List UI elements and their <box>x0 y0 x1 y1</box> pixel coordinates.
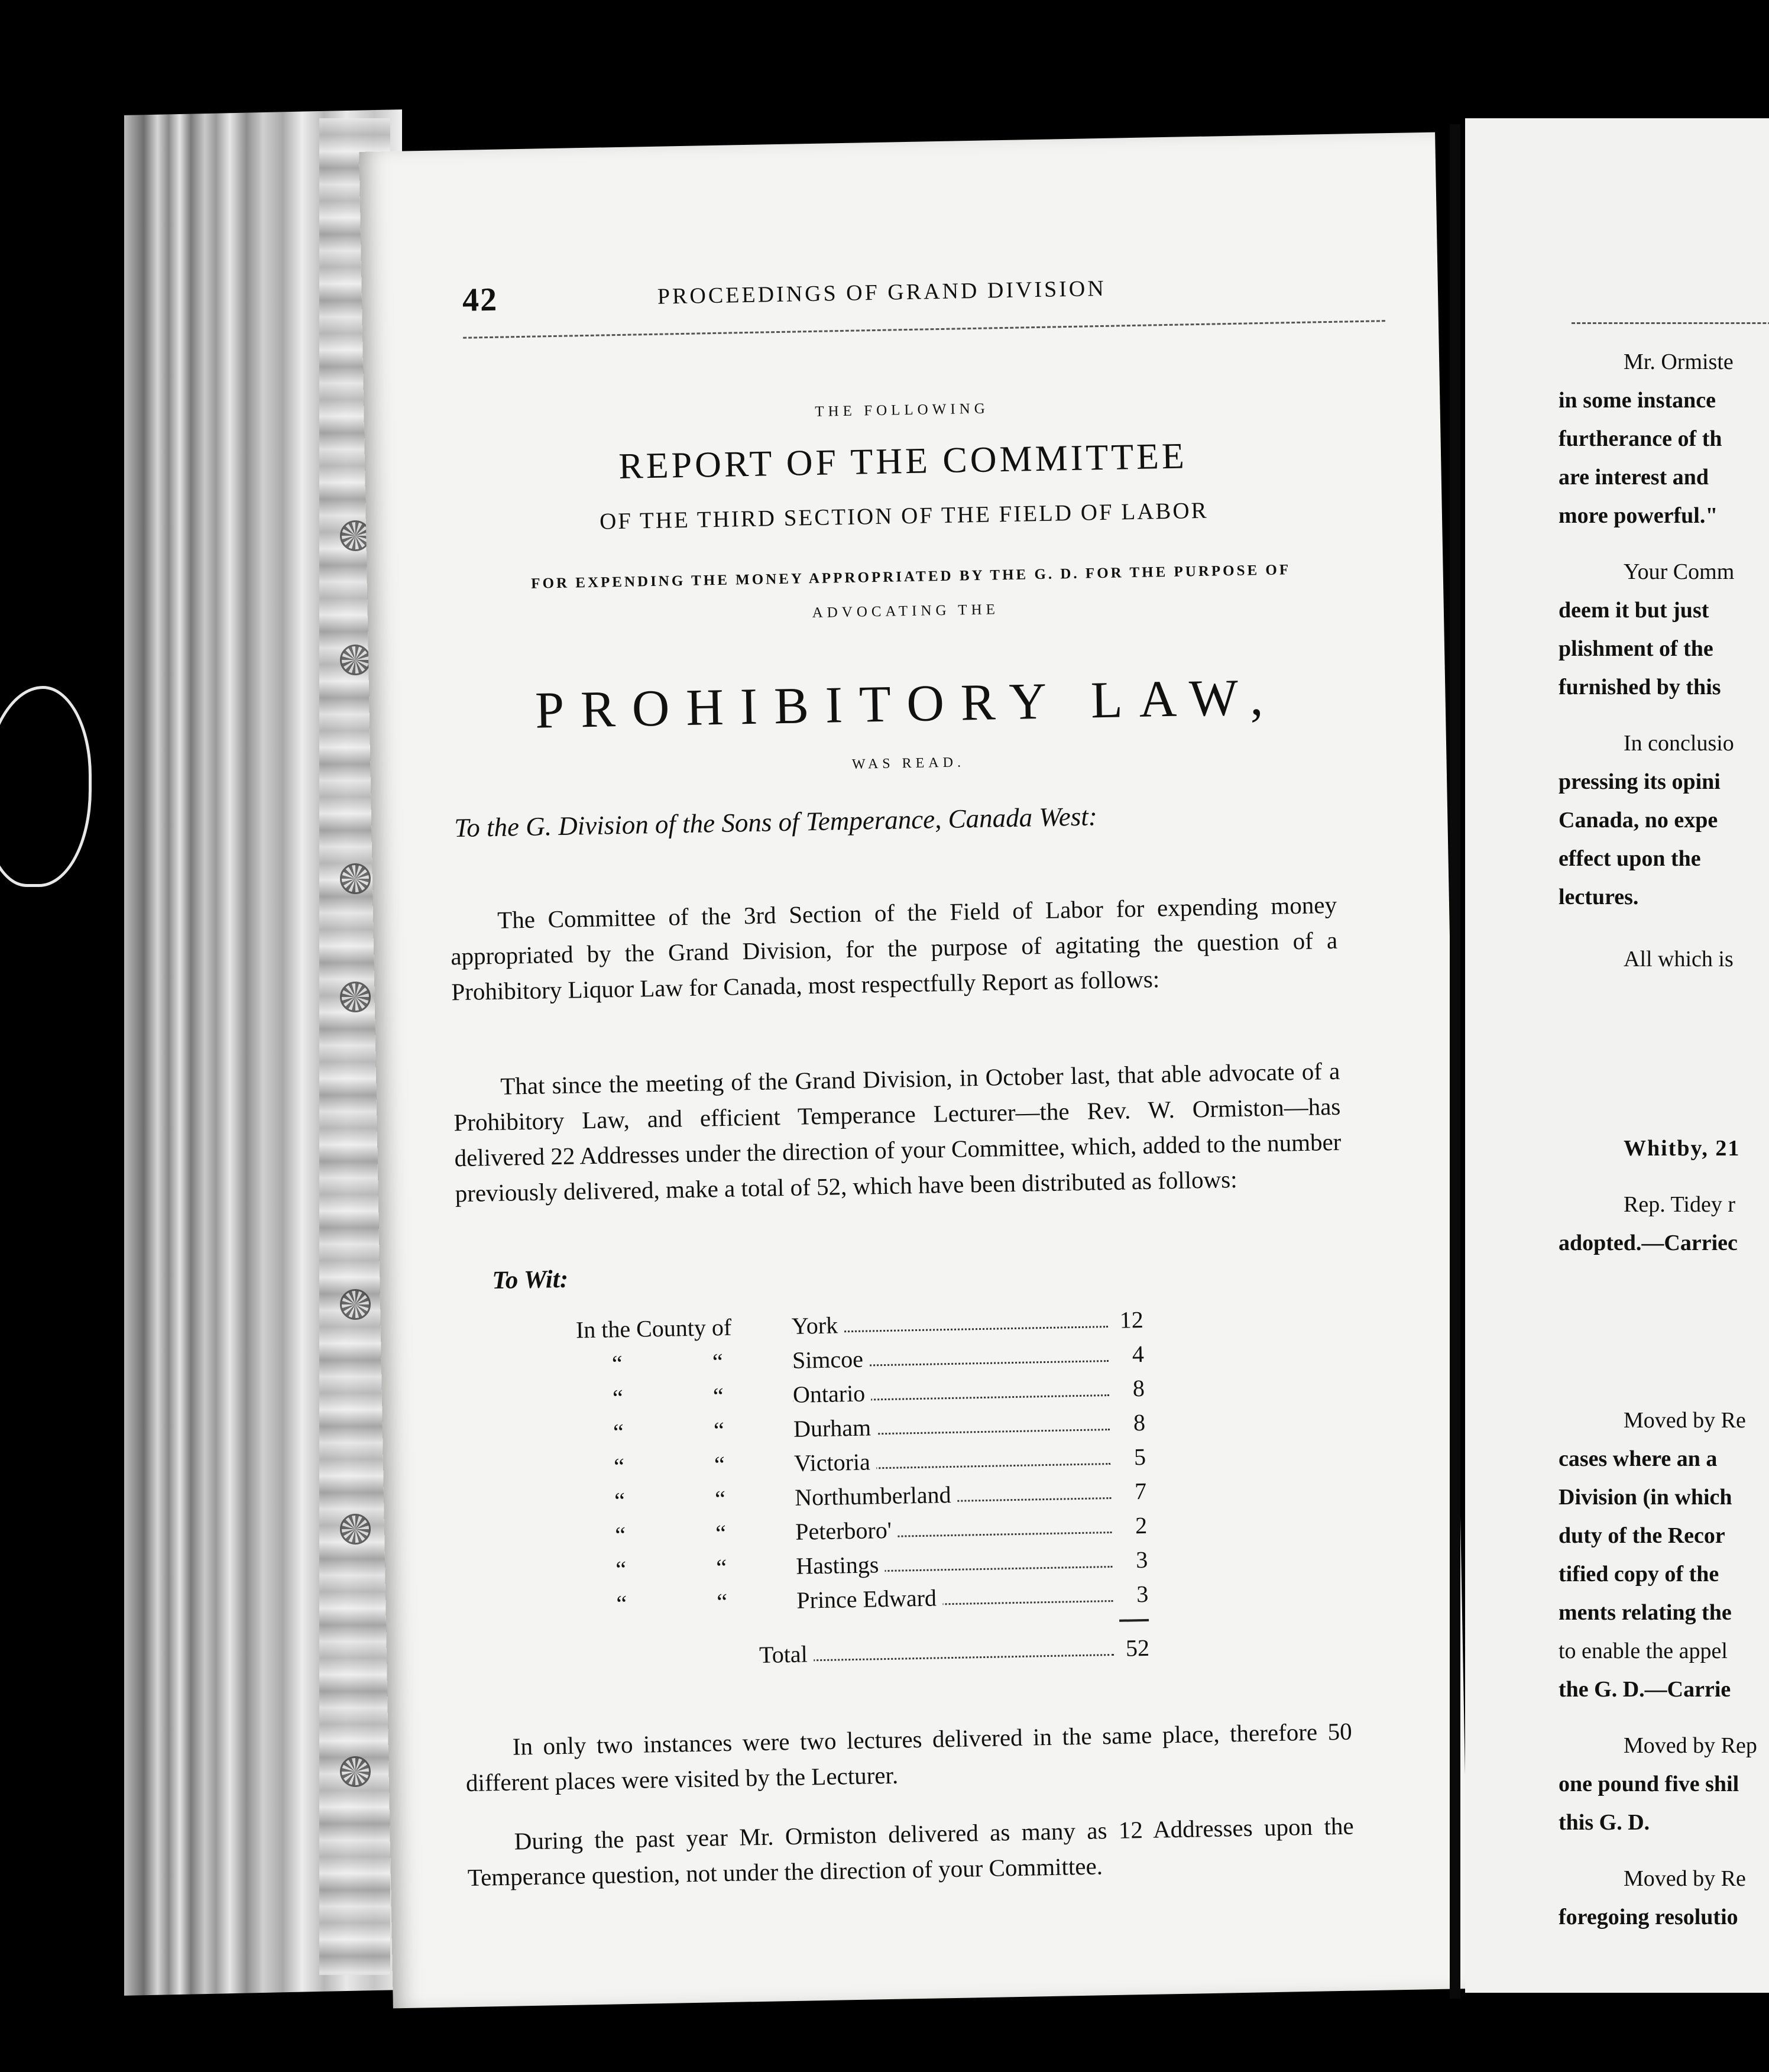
to-wit-label: To Wit: <box>491 1265 569 1295</box>
edge-ornament-icon <box>340 1289 371 1320</box>
county-count: 2 <box>1135 1511 1148 1539</box>
facing-text-line: cases where an a <box>1559 1446 1718 1471</box>
running-title: PROCEEDINGS OF GRAND DIVISION <box>657 276 1107 309</box>
report-title: REPORT OF THE COMMITTEE <box>618 436 1188 487</box>
county-name <box>793 1410 877 1446</box>
running-head <box>462 266 1308 329</box>
facing-text-line: Moved by Rep <box>1624 1733 1757 1758</box>
facing-text-line: Whitby, 21 <box>1624 1136 1741 1161</box>
facing-text-line: plishment of the <box>1559 636 1713 661</box>
county-name-text: Durham <box>793 1414 877 1442</box>
ditto-mark: “ <box>616 1590 627 1617</box>
county-name <box>792 1342 869 1377</box>
county-name-text: Northumberland <box>795 1481 957 1511</box>
county-prefix: In the County of <box>575 1313 732 1343</box>
county-name <box>795 1478 957 1515</box>
page-number: 42 <box>462 281 498 319</box>
facing-text-line: All which is <box>1624 947 1734 972</box>
law-title: PROHIBITORY LAW, <box>534 668 1280 740</box>
facing-text-line: adopted.—Carriec <box>1559 1231 1738 1255</box>
facing-text-line: Division (in which <box>1559 1485 1732 1510</box>
section-title: OF THE THIRD SECTION OF THE FIELD OF LABOR <box>599 497 1209 535</box>
ditto-mark: “ <box>715 1553 727 1581</box>
ditto-mark: “ <box>714 1485 726 1513</box>
ditto-mark: “ <box>612 1384 624 1411</box>
facing-text-line: ments relating the <box>1559 1600 1732 1625</box>
ditto-mark: “ <box>712 1383 724 1410</box>
was-read-line: WAS READ. <box>851 755 966 772</box>
ditto-mark: “ <box>613 1419 624 1446</box>
county-count: 3 <box>1135 1546 1148 1574</box>
facing-text-line: one pound five shil <box>1559 1772 1739 1796</box>
county-count: 8 <box>1132 1374 1145 1402</box>
county-count: 4 <box>1132 1340 1145 1368</box>
facing-text-line: Moved by Re <box>1624 1408 1746 1433</box>
edge-ornament-icon <box>340 1756 371 1787</box>
edge-ornament-icon <box>340 645 371 675</box>
facing-header-rule <box>1572 322 1769 324</box>
county-count: 3 <box>1136 1580 1149 1608</box>
total-row <box>582 1631 1150 1676</box>
binder-clip-outline <box>0 686 92 887</box>
facing-text-line: duty of the Recor <box>1559 1523 1725 1548</box>
intro-line: THE FOLLOWING <box>815 400 989 420</box>
facing-text-line: the G. D.—Carrie <box>1559 1677 1731 1702</box>
ditto-mark: “ <box>614 1487 626 1514</box>
facing-text-line: this G. D. <box>1559 1810 1650 1835</box>
facing-text-line: Mr. Ormiste <box>1624 349 1734 374</box>
salutation: To the G. Division of the Sons of Temperance, Canada West: <box>453 801 1098 843</box>
facing-text-line: deem it but just <box>1559 598 1709 623</box>
county-name <box>791 1308 844 1343</box>
paragraph-addresses-delivered: That since the meeting of the Grand Division, in October last, that able advocate of a Prohibitory Law, and efficient Temperance Lecturer—the Rev. W. Ormiston—has delivered 22 Addresses under the direction of your Committee, which, added to the number previously delivered, make a total of 52, which have been distributed as follows: <box>453 1057 1342 1207</box>
edge-ornament-icon <box>340 982 371 1012</box>
facing-text-line: to enable the appel <box>1559 1639 1728 1663</box>
total-value: 52 <box>1125 1634 1150 1662</box>
total-rule <box>1119 1619 1149 1622</box>
county-count: 7 <box>1134 1477 1147 1505</box>
facing-text-line: Canada, no expe <box>1559 808 1718 833</box>
facing-text-line: pressing its opini <box>1559 769 1721 794</box>
facing-text-line: furtherance of th <box>1559 426 1722 451</box>
edge-ornament-icon <box>340 1514 371 1545</box>
ditto-mark: “ <box>715 1519 727 1547</box>
paragraph-past-year: During the past year Mr. Ormiston delivered as many as 12 Addresses upon the Temperance question, not under the direction of your Committee. <box>467 1812 1354 1892</box>
county-name-text: York <box>791 1312 844 1339</box>
county-name-text: Hastings <box>796 1551 885 1579</box>
facing-text-line: in some instance <box>1559 388 1716 413</box>
facing-text-line: Moved by Re <box>1624 1866 1746 1891</box>
edge-ornament-icon <box>340 863 371 894</box>
ditto-mark: “ <box>615 1556 627 1583</box>
county-name <box>792 1376 871 1411</box>
ditto-mark: “ <box>713 1416 725 1444</box>
county-name-text: Ontario <box>793 1380 871 1407</box>
advocating-line: ADVOCATING THE <box>812 601 1000 621</box>
county-name <box>794 1445 877 1481</box>
ditto-mark: “ <box>611 1350 623 1377</box>
facing-text-line: foregoing resolutio <box>1559 1905 1738 1929</box>
facing-text-line: more powerful." <box>1559 503 1718 528</box>
ditto-mark: “ <box>614 1521 626 1549</box>
facing-text-line: Your Comm <box>1624 559 1735 584</box>
facing-text-line: effect upon the <box>1559 846 1701 871</box>
county-name <box>795 1513 898 1549</box>
county-name <box>796 1547 885 1584</box>
county-count: 8 <box>1133 1409 1146 1436</box>
county-name-text: Prince Edward <box>796 1584 942 1614</box>
left-page <box>359 132 1469 2009</box>
ditto-mark: “ <box>717 1588 728 1615</box>
county-name-text: Peterboro' <box>795 1517 898 1545</box>
county-count: 5 <box>1133 1443 1146 1471</box>
county-count: 12 <box>1119 1306 1144 1333</box>
facing-text-line: are interest and <box>1559 465 1709 490</box>
facing-text-line: tified copy of the <box>1559 1562 1719 1587</box>
facing-text-line: In conclusio <box>1624 731 1734 756</box>
facing-text-line: Rep. Tidey r <box>1624 1192 1735 1217</box>
facing-text-line: furnished by this <box>1559 675 1721 700</box>
county-name <box>796 1581 943 1618</box>
county-name-text: Victoria <box>794 1448 876 1477</box>
facing-page <box>1465 118 1769 1993</box>
ditto-mark: “ <box>613 1453 625 1480</box>
ditto-mark: “ <box>712 1348 724 1375</box>
book-gutter <box>1450 124 1460 1999</box>
paragraph-committee-report: The Committee of the 3rd Section of the Field of Labor for expending money appropriated by the Grand Division, for the purpose of agitating the question of a Prohibitory Liquor Law for Canada, most respectfully Report as follows: <box>450 891 1338 1006</box>
purpose-line: FOR EXPENDING THE MONEY APPROPRIATED BY THE G. D. FOR THE PURPOSE OF <box>531 562 1291 592</box>
county-table <box>575 1303 1148 1622</box>
total-label: Total <box>759 1637 814 1672</box>
county-name-text: Simcoe <box>792 1345 870 1373</box>
ditto-mark: “ <box>714 1451 725 1478</box>
paragraph-instances: In only two instances were two lectures delivered in the same place, therefore 50 different places were visited by the Lecturer. <box>465 1717 1353 1797</box>
facing-text-line: lectures. <box>1559 885 1639 909</box>
